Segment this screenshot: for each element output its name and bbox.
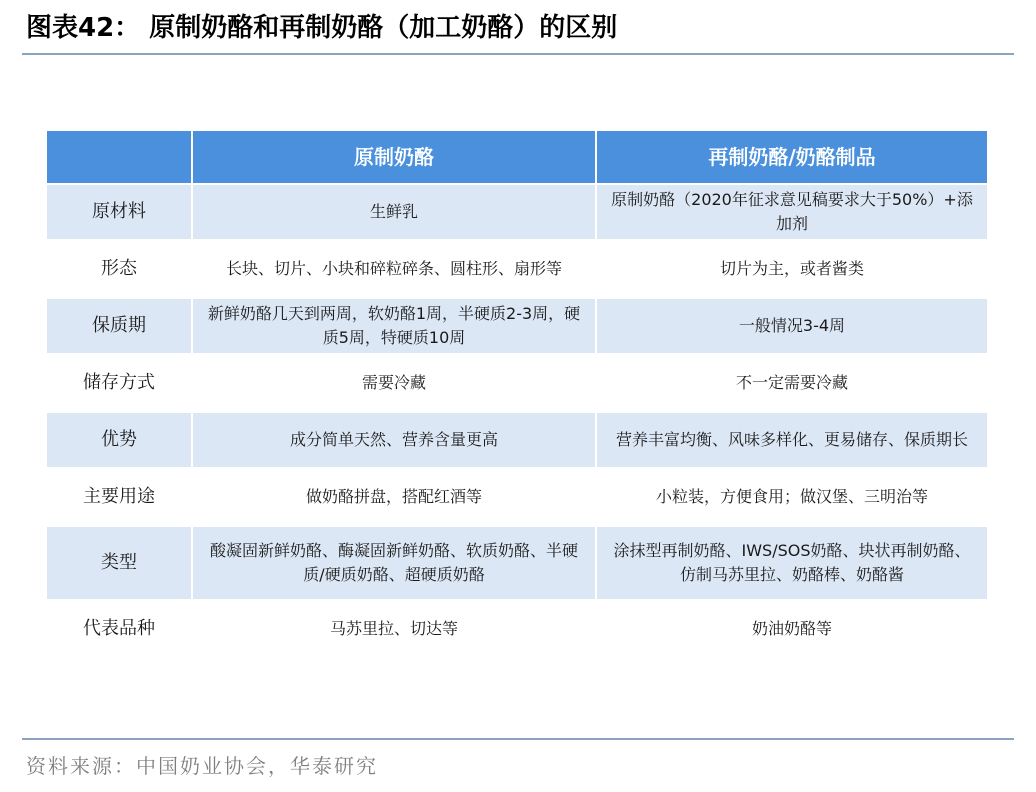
header-raw-cheese: 原制奶酪 — [192, 130, 596, 184]
table-row — [46, 600, 988, 658]
row-label: 形态 — [46, 240, 192, 298]
table-row — [46, 240, 988, 298]
table-row — [46, 468, 988, 526]
header-corner-cell — [46, 130, 192, 184]
raw-cheese-cell: 成分简单天然、营养含量更高 — [192, 412, 596, 468]
figure-title: 图表42： 原制奶酪和再制奶酪（加工奶酪）的区别 — [26, 13, 618, 43]
table-row — [46, 412, 988, 468]
row-label: 优势 — [46, 412, 192, 468]
raw-cheese-cell: 生鲜乳 — [192, 184, 596, 240]
row-label: 代表品种 — [46, 600, 192, 658]
table-row — [46, 184, 988, 240]
raw-cheese-cell: 新鲜奶酪几天到两周，软奶酪1周，半硬质2-3周，硬质5周，特硬质10周 — [192, 298, 596, 354]
title-divider — [22, 53, 1014, 55]
row-label: 类型 — [46, 526, 192, 600]
raw-cheese-cell: 需要冷藏 — [192, 354, 596, 412]
source-divider — [22, 738, 1014, 740]
source-note: 资料来源：中国奶业协会，华泰研究 — [26, 754, 378, 778]
row-label: 储存方式 — [46, 354, 192, 412]
row-label: 主要用途 — [46, 468, 192, 526]
header-row — [46, 130, 988, 184]
header-processed-cheese: 再制奶酪/奶酪制品 — [596, 130, 988, 184]
raw-cheese-cell: 酸凝固新鲜奶酪、酶凝固新鲜奶酪、软质奶酪、半硬质/硬质奶酪、超硬质奶酪 — [192, 526, 596, 600]
processed-cheese-cell: 不一定需要冷藏 — [596, 354, 988, 412]
processed-cheese-cell: 涂抹型再制奶酪、IWS/SOS奶酪、块状再制奶酪、仿制马苏里拉、奶酪棒、奶酪酱 — [596, 526, 988, 600]
raw-cheese-cell: 马苏里拉、切达等 — [192, 600, 596, 658]
row-label: 原材料 — [46, 184, 192, 240]
processed-cheese-cell: 营养丰富均衡、风味多样化、更易储存、保质期长 — [596, 412, 988, 468]
raw-cheese-cell: 做奶酪拼盘，搭配红酒等 — [192, 468, 596, 526]
table-row — [46, 298, 988, 354]
row-label: 保质期 — [46, 298, 192, 354]
processed-cheese-cell: 原制奶酪（2020年征求意见稿要求大于50%）+添加剂 — [596, 184, 988, 240]
processed-cheese-cell: 一般情况3-4周 — [596, 298, 988, 354]
processed-cheese-cell: 奶油奶酪等 — [596, 600, 988, 658]
table-row — [46, 354, 988, 412]
processed-cheese-cell: 小粒装，方便食用；做汉堡、三明治等 — [596, 468, 988, 526]
comparison-table — [45, 129, 989, 659]
processed-cheese-cell: 切片为主，或者酱类 — [596, 240, 988, 298]
table-row — [46, 526, 988, 600]
raw-cheese-cell: 长块、切片、小块和碎粒碎条、圆柱形、扇形等 — [192, 240, 596, 298]
